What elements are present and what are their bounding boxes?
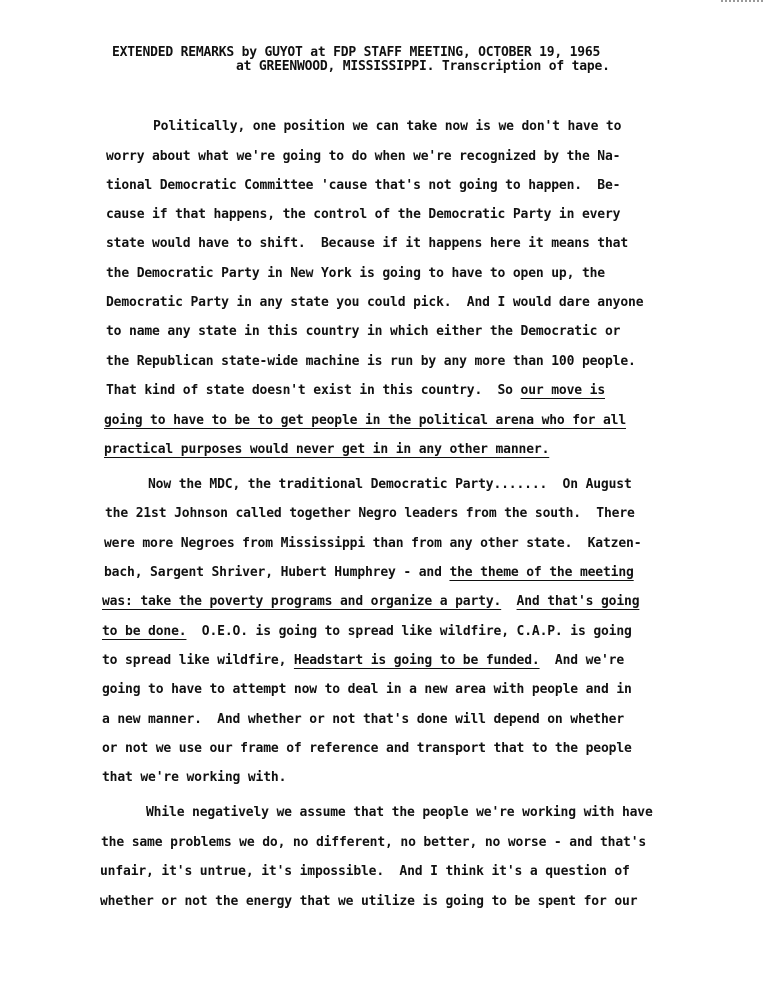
text-line [102,740,632,758]
text-segment: While negatively we assume that the people we're working with have [146,805,653,820]
underlined-phrase: our move is [520,383,605,398]
text-line [102,711,624,729]
heading-line-1: EXTENDED REMARKS by GUYOT at FDP STAFF MEETING, OCTOBER 19, 1965 [112,45,601,60]
text-line [101,834,646,852]
text-line [153,118,621,136]
text-segment: Democratic Party in any state you could pick. And I would dare anyone [106,295,644,310]
text-segment: going to have to attempt now to deal in a new area with people and in [102,682,632,697]
text-segment: were more Negroes from Mississippi than from any other state. Katzen- [104,536,642,551]
text-line [106,235,628,253]
text-line [102,652,624,670]
text-segment: Now the MDC, the traditional Democratic Party....... On August [148,477,632,492]
document-heading [112,46,732,74]
text-line [104,535,641,553]
text-segment: Politically, one position we can take now is we don't have to [153,119,622,134]
text-segment: or not we use our frame of reference and transport that to the people [102,741,632,756]
text-line [148,476,632,494]
text-segment: a new manner. And whether or not that's done will depend on whether [102,712,625,727]
text-segment: And we're [539,653,625,668]
text-line [146,804,653,822]
text-segment: tional Democratic Committee 'cause that's not going to happen. Be- [106,178,621,193]
text-line [104,441,549,459]
text-line [106,177,620,195]
text-line [104,412,626,430]
text-line [105,505,635,523]
text-segment: worry about what we're going to do when we're recognized by the Na- [106,149,621,164]
text-line [100,863,630,881]
text-segment: O.E.O. is going to spread like wildfire, C.A.P. is going [186,624,632,639]
text-line [106,206,620,224]
text-line [106,382,605,400]
text-line [102,681,632,699]
text-segment: the Republican state-wide machine is run by any more than 100 people. [106,354,636,369]
text-segment: cause if that happens, the control of the Democratic Party in every [106,207,621,222]
text-segment: That kind of state doesn't exist in this country. So [106,383,521,398]
underlined-phrase: practical purposes would never get in in any other manner. [104,442,550,457]
text-line [102,769,286,787]
scan-corner-mark [721,0,763,6]
text-segment: bach, Sargent Shriver, Hubert Humphrey - and [104,565,450,580]
text-segment: state would have to shift. Because if it happens here it means that [106,236,629,251]
underlined-phrase: going to have to be to get people in the political arena who for all [104,413,627,428]
underlined-phrase: And that's going [516,594,640,609]
text-line [104,564,634,582]
underlined-phrase: to be done. [102,624,187,639]
text-line [106,294,643,312]
text-line [100,893,637,911]
text-line [102,593,639,611]
underlined-phrase: was: take the poverty programs and organize a party. [102,594,502,609]
text-segment: unfair, it's untrue, it's impossible. And I think it's a question of [100,864,630,879]
text-line [102,623,632,641]
text-line [106,148,620,166]
text-segment: that we're working with. [102,770,287,785]
text-segment: whether or not the energy that we utilize is going to be spent for our [100,894,638,909]
text-line [106,353,636,371]
text-line [106,323,620,341]
text-segment: to spread like wildfire, [102,653,294,668]
underlined-phrase: the theme of the meeting [449,565,634,580]
text-segment: to name any state in this country in which either the Democratic or [106,324,621,339]
text-segment [501,594,516,609]
text-line [106,265,605,283]
text-segment: the Democratic Party in New York is going to have to open up, the [106,266,605,281]
underlined-phrase: Headstart is going to be funded. [293,653,540,668]
text-segment: the same problems we do, no different, no better, no worse - and that's [101,835,647,850]
text-segment: the 21st Johnson called together Negro leaders from the south. There [105,506,635,521]
heading-line-2: at GREENWOOD, MISSISSIPPI. Transcription of tape. [236,59,610,74]
